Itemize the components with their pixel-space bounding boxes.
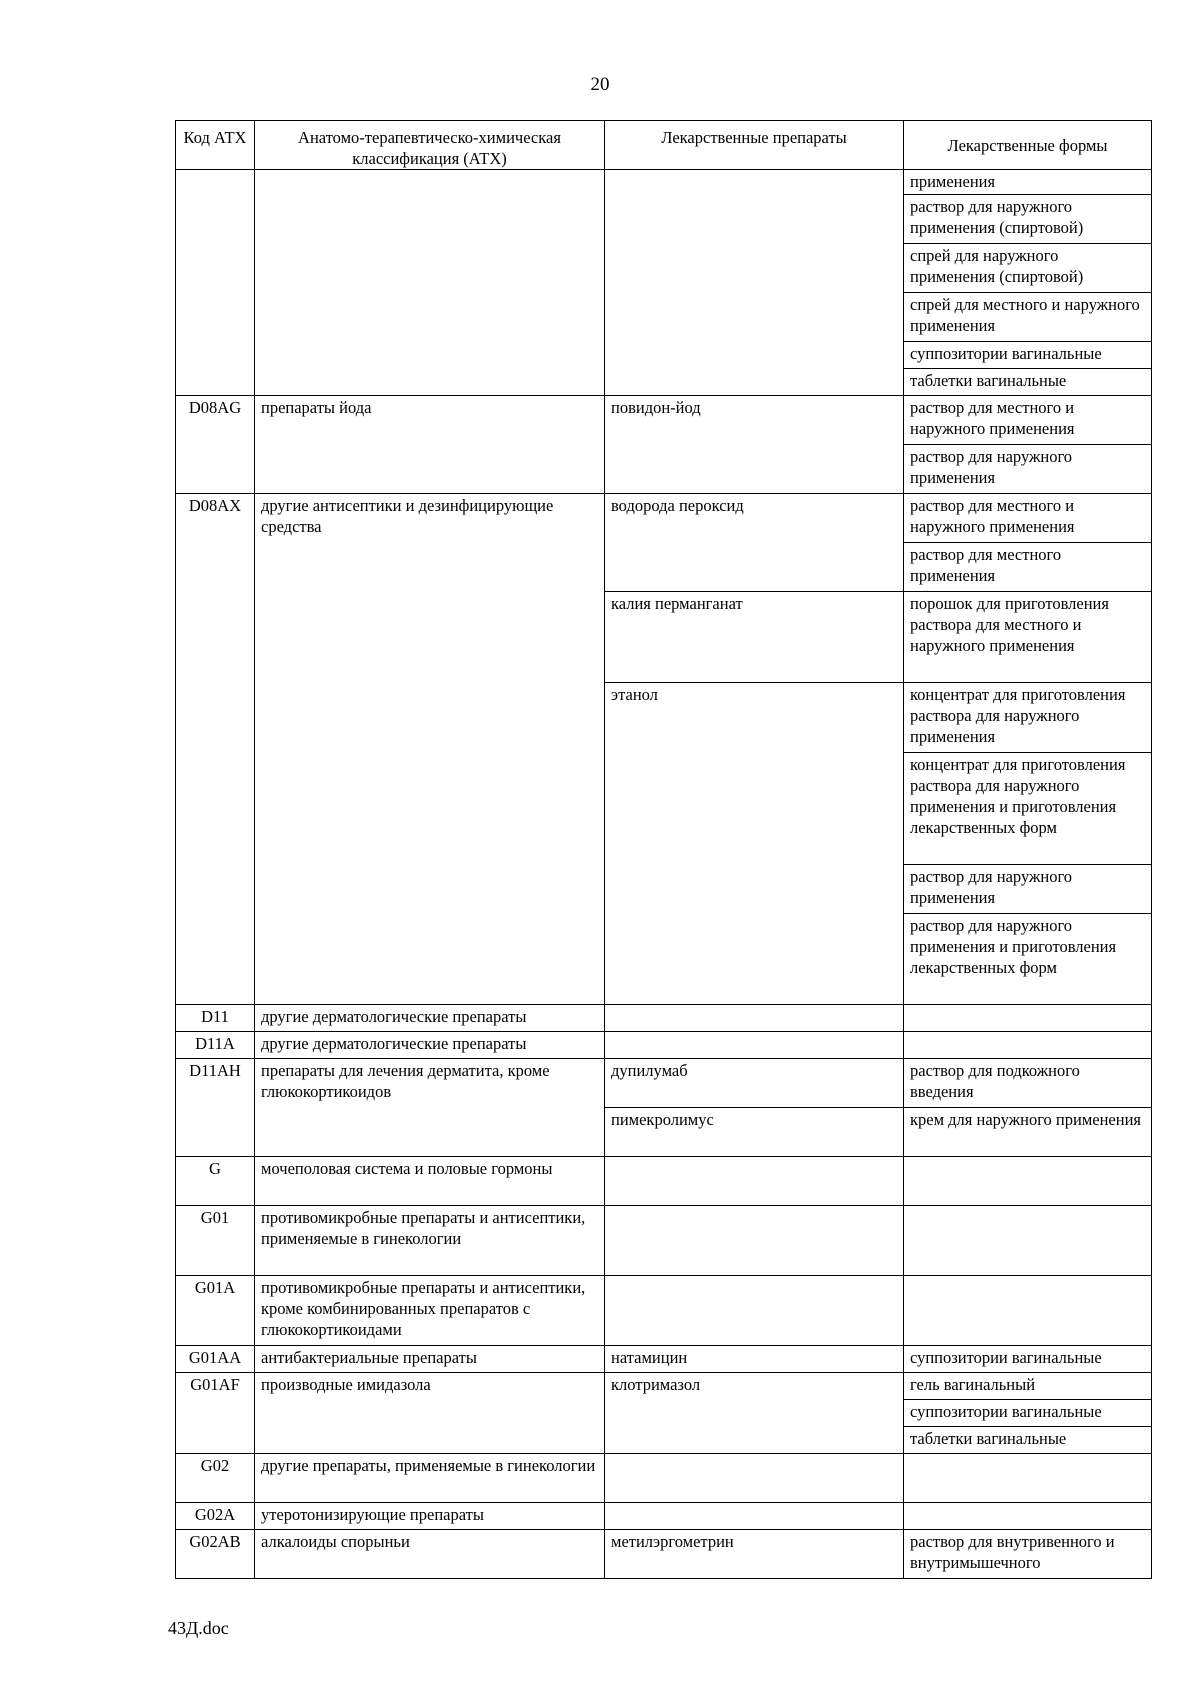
table-row — [176, 1503, 1152, 1530]
code-cell: D08AG — [176, 396, 255, 494]
form-cell — [904, 1032, 1152, 1059]
code-cell: G — [176, 1157, 255, 1206]
header-code: Код АТХ — [176, 121, 255, 170]
form-cell — [904, 1503, 1152, 1530]
atc-cell: утеротонизирующие препараты — [255, 1503, 605, 1530]
atc-cell: мочеполовая система и половые гормоны — [255, 1157, 605, 1206]
form-cell — [904, 1276, 1152, 1346]
header-atc: Анатомо-терапевтическо-химическая классификация (АТХ) — [255, 121, 605, 170]
code-cell: G02A — [176, 1503, 255, 1530]
drug-cell — [605, 1276, 904, 1346]
header-forms: Лекарственные формы — [904, 121, 1152, 170]
form-cell: раствор для местного и наружного применения — [904, 396, 1152, 445]
code-cell: G01AF — [176, 1373, 255, 1454]
table-row — [176, 1346, 1152, 1373]
atc-cell: другие дерматологические препараты — [255, 1032, 605, 1059]
drug-cell: пимекролимус — [605, 1108, 904, 1157]
table-row — [176, 1059, 1152, 1108]
atc-table — [175, 120, 1152, 1579]
atc-cell: противомикробные препараты и антисептики, кроме комбинированных препаратов с глюкокортикоидами — [255, 1276, 605, 1346]
form-cell — [904, 1005, 1152, 1032]
drug-cell — [605, 1157, 904, 1206]
form-cell: раствор для наружного применения — [904, 445, 1152, 494]
form-cell: раствор для наружного применения (спиртовой) — [904, 195, 1152, 244]
table-header-row — [176, 121, 1152, 170]
code-cell: G01AA — [176, 1346, 255, 1373]
form-cell: концентрат для приготовления раствора для наружного применения — [904, 683, 1152, 753]
drug-cell: водорода пероксид — [605, 494, 904, 592]
form-cell: спрей для наружного применения (спиртовой) — [904, 244, 1152, 293]
form-cell: раствор для местного применения — [904, 543, 1152, 592]
table-row — [176, 1530, 1152, 1579]
drug-cell: дупилумаб — [605, 1059, 904, 1108]
drug-cell — [605, 170, 904, 396]
form-cell: гель вагинальный — [904, 1373, 1152, 1400]
atc-cell: другие антисептики и дезинфицирующие средства — [255, 494, 605, 1005]
drug-cell: клотримазол — [605, 1373, 904, 1454]
form-cell: таблетки вагинальные — [904, 369, 1152, 396]
atc-cell — [255, 170, 605, 396]
drug-cell: повидон-йод — [605, 396, 904, 494]
form-cell — [904, 1157, 1152, 1206]
form-cell: таблетки вагинальные — [904, 1427, 1152, 1454]
code-cell — [176, 170, 255, 396]
atc-cell: производные имидазола — [255, 1373, 605, 1454]
table-row — [176, 1454, 1152, 1503]
drug-cell — [605, 1005, 904, 1032]
form-cell: раствор для местного и наружного применения — [904, 494, 1152, 543]
form-cell: суппозитории вагинальные — [904, 1400, 1152, 1427]
code-cell: D11A — [176, 1032, 255, 1059]
table-row — [176, 396, 1152, 445]
form-cell: раствор для наружного применения — [904, 865, 1152, 914]
form-cell: суппозитории вагинальные — [904, 342, 1152, 369]
drug-cell — [605, 1503, 904, 1530]
form-cell: спрей для местного и наружного применения — [904, 293, 1152, 342]
atc-cell: антибактериальные препараты — [255, 1346, 605, 1373]
atc-cell: противомикробные препараты и антисептики, применяемые в гинекологии — [255, 1206, 605, 1276]
code-cell: G01 — [176, 1206, 255, 1276]
form-cell: порошок для приготовления раствора для местного и наружного применения — [904, 592, 1152, 683]
form-cell — [904, 1454, 1152, 1503]
table-row — [176, 1157, 1152, 1206]
header-drugs: Лекарственные препараты — [605, 121, 904, 170]
form-cell: раствор для подкожного введения — [904, 1059, 1152, 1108]
table-row — [176, 1206, 1152, 1276]
code-cell: G02 — [176, 1454, 255, 1503]
table-row — [176, 170, 1152, 195]
code-cell: D08AX — [176, 494, 255, 1005]
atc-cell: алкалоиды спорыньи — [255, 1530, 605, 1579]
drug-cell: натамицин — [605, 1346, 904, 1373]
form-cell: суппозитории вагинальные — [904, 1346, 1152, 1373]
table-row — [176, 1276, 1152, 1346]
table-row — [176, 494, 1152, 543]
atc-cell: препараты для лечения дерматита, кроме глюкокортикоидов — [255, 1059, 605, 1157]
drug-cell: этанол — [605, 683, 904, 1005]
form-cell: концентрат для приготовления раствора для наружного применения и приготовления лекарственных форм — [904, 753, 1152, 865]
drug-cell: калия перманганат — [605, 592, 904, 683]
code-cell: D11 — [176, 1005, 255, 1032]
atc-cell: другие дерматологические препараты — [255, 1005, 605, 1032]
table-row — [176, 1032, 1152, 1059]
code-cell: G02AB — [176, 1530, 255, 1579]
form-cell: раствор для внутривенного и внутримышечного — [904, 1530, 1152, 1579]
atc-cell: препараты йода — [255, 396, 605, 494]
table-row — [176, 1005, 1152, 1032]
drug-cell — [605, 1454, 904, 1503]
drug-cell — [605, 1032, 904, 1059]
form-cell: применения — [904, 170, 1152, 195]
table-row — [176, 1373, 1152, 1400]
drug-cell — [605, 1206, 904, 1276]
code-cell: G01A — [176, 1276, 255, 1346]
drug-cell: метилэргометрин — [605, 1530, 904, 1579]
footer-filename: 43Д.doc — [168, 1618, 229, 1638]
form-cell: крем для наружного применения — [904, 1108, 1152, 1157]
page-number: 20 — [590, 74, 610, 95]
form-cell — [904, 1206, 1152, 1276]
form-cell: раствор для наружного применения и приготовления лекарственных форм — [904, 914, 1152, 1005]
code-cell: D11AH — [176, 1059, 255, 1157]
atc-cell: другие препараты, применяемые в гинекологии — [255, 1454, 605, 1503]
